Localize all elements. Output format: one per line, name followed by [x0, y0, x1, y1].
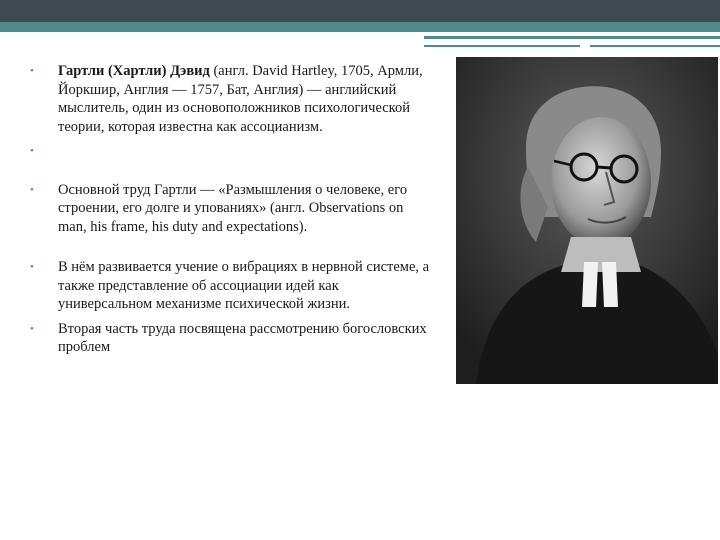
bullet-item — [30, 181, 435, 237]
bullet-text: (англ. David Hartley, 1705, Армли, Йоркшир, Англия — 1757, Бат, Англия) — английский мыслитель, один из основоположников психологической теории, которая известна как ассоцианизм. — [58, 63, 423, 135]
bullet-text: Основной труд Гартли — «Размышления о человеке, его строении, его долге и упованиях» (англ. Observations on man, his frame, his duty and expectations). — [58, 181, 408, 235]
bullet-list — [30, 62, 435, 357]
bullet-item — [30, 62, 435, 136]
decorative-rule-short — [424, 45, 580, 47]
bullet-icon: • — [30, 183, 34, 196]
slide-body — [30, 62, 435, 357]
decorative-rule — [424, 36, 720, 39]
bullet-icon: • — [30, 145, 34, 157]
bullet-icon: • — [30, 322, 34, 335]
bullet-item — [30, 320, 435, 357]
bullet-item-empty — [30, 142, 435, 161]
bullet-text: Вторая часть труда посвящена рассмотрению богословских проблем — [58, 320, 427, 355]
bullet-item — [30, 258, 435, 314]
header-band — [0, 0, 720, 22]
bullet-text: В нём развивается учение о вибрациях в нервной системе, а также представление об ассоциации идей как универсальном механизме психической жизни. — [58, 259, 430, 312]
person-name: Гартли (Хартли) Дэвид — [58, 63, 210, 79]
bullet-icon: • — [30, 261, 34, 273]
portrait-photo-icon — [456, 57, 718, 384]
decorative-rule-short-right — [590, 45, 720, 47]
bullet-icon: • — [30, 65, 34, 77]
header-accent-stripe — [0, 22, 720, 32]
portrait-photo — [456, 57, 718, 384]
